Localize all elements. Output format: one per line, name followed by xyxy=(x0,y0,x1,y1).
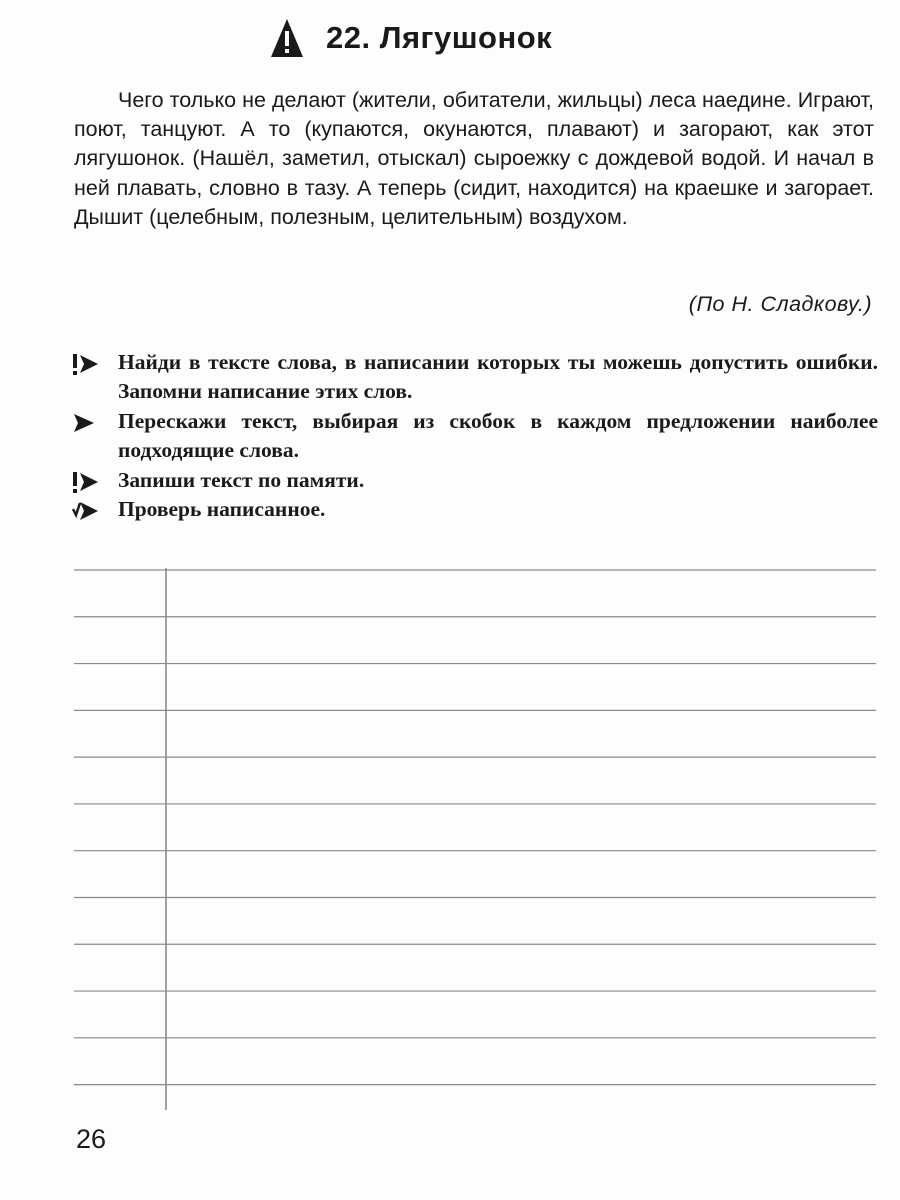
arrow-icon xyxy=(72,411,106,435)
ruled-lines xyxy=(74,570,876,1085)
task-text: Проверь написанное. xyxy=(118,497,326,522)
task-text: Перескажи текст, выбирая из скобок в каждом предложении наиболее подходящие слова. xyxy=(118,408,878,463)
task-item xyxy=(72,466,878,495)
check-arrow-icon xyxy=(72,499,106,523)
lesson-title: 22. Лягушонок xyxy=(326,20,553,55)
exclamation-arrow-icon xyxy=(72,352,106,376)
task-item xyxy=(72,407,878,466)
passage-text: Чего только не делают (жители, обитатели, жильцы) леса наедине. Играют, поют, танцуют. А то (купаются, окунаются, плавают) и загорают, как этот лягушонок. (Нашёл, заметил, отыскал) сыроежку с дождевой водой. И начал в ней плавать, словно в тазу. А теперь (сидит, находится) на краешке и загорает. Дышит (целебным, полезным, целительным) воздухом. xyxy=(74,88,874,229)
task-text: Запиши текст по памяти. xyxy=(118,467,365,492)
task-text: Найди в тексте слова, в написании которых ты можешь допустить ошибки. Запомни написание этих слов. xyxy=(118,350,878,404)
task-list xyxy=(72,348,878,524)
passage-attribution: (По Н. Сладкову.) xyxy=(688,292,872,316)
lesson-header xyxy=(270,8,690,68)
page-number: 26 xyxy=(76,1124,107,1154)
task-item xyxy=(72,495,878,524)
task-item xyxy=(72,348,878,407)
exclamation-arrow-icon xyxy=(72,470,106,494)
writing-lines[interactable] xyxy=(74,568,876,1110)
warning-triangle-icon xyxy=(270,18,304,58)
